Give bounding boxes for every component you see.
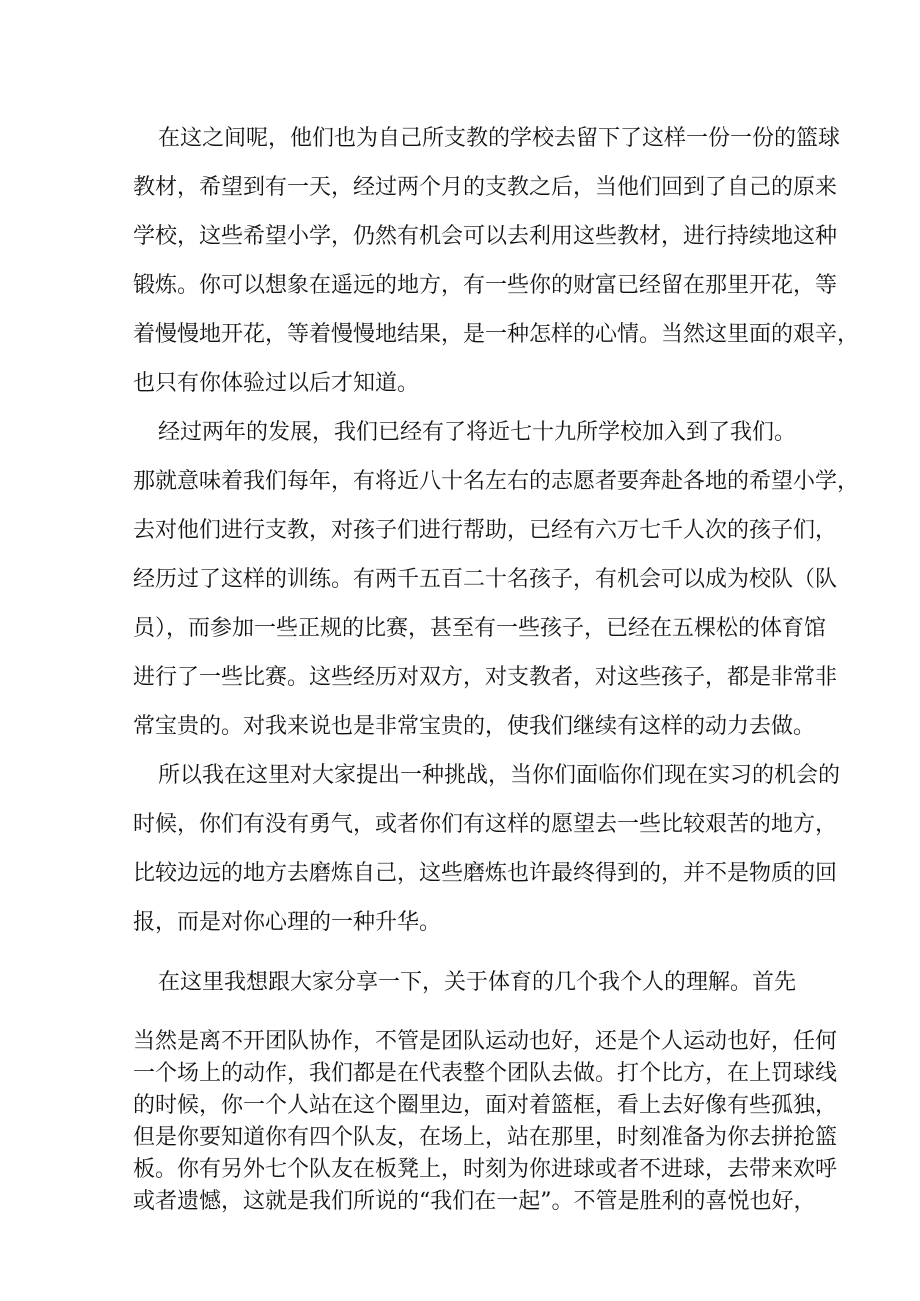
- text-line: 在这之间呢，他们也为自己所支教的学校去留下了这样一份一份的篮球: [158, 126, 841, 151]
- text-line: 经过两年的发展，我们已经有了将近七十九所学校加入到了我们。: [158, 420, 797, 445]
- text-line: 时候，你们有没有勇气，或者你们有这样的愿望去一些比较艰苦的地方，: [133, 812, 838, 837]
- text-line: 经历过了这样的训练。有两千五百二十名孩子，有机会可以成为校队（队: [133, 567, 838, 592]
- text-line: 比较边远的地方去磨炼自己，这些磨炼也许最终得到的，并不是物质的回: [133, 861, 838, 886]
- text-line: 当然是离不开团队协作，不管是团队运动也好，还是个人运动也好，任何: [133, 1029, 838, 1054]
- text-line: 的时候，你一个人站在这个圈里边，面对着篮框，看上去好像有些孤独，: [133, 1093, 838, 1118]
- text-line: 所以我在这里对大家提出一种挑战，当你们面临你们现在实习的机会的: [158, 763, 841, 788]
- text-line: 员），而参加一些正规的比赛，甚至有一些孩子，已经在五棵松的体育馆: [133, 616, 827, 641]
- text-line: 也只有你体验过以后才知道。: [133, 371, 420, 396]
- text-line: 进行了一些比赛。这些经历对双方，对支教者，对这些孩子，都是非常非: [133, 665, 838, 690]
- text-line: 去对他们进行支教，对孩子们进行帮助，已经有六万七千人次的孩子们，: [133, 518, 838, 543]
- text-line: 板。你有另外七个队友在板凳上，时刻为你进球或者不进球，去带来欢呼: [133, 1157, 838, 1182]
- text-line: 报，而是对你心理的一种升华。: [133, 910, 442, 935]
- text-line: 学校，这些希望小学，仍然有机会可以去利用这些教材，进行持续地这种: [133, 224, 838, 249]
- text-line: 一个场上的动作，我们都是在代表整个团队去做。打个比方，在上罚球线: [133, 1061, 838, 1086]
- text-line: 在这里我想跟大家分享一下，关于体育的几个我个人的理解。首先: [158, 970, 797, 995]
- text-line: 或者遗憾，这就是我们所说的“我们在一起”。不管是胜利的喜悦也好，: [133, 1189, 816, 1214]
- text-line: 锻炼。你可以想象在遥远的地方，有一些你的财富已经留在那里开花，等: [133, 273, 838, 298]
- text-line: 教材，希望到有一天，经过两个月的支教之后，当他们回到了自己的原来: [133, 175, 838, 200]
- text-line: 常宝贵的。对我来说也是非常宝贵的，使我们继续有这样的动力去做。: [133, 714, 816, 739]
- text-line: 着慢慢地开花，等着慢慢地结果，是一种怎样的心情。当然这里面的艰辛，: [133, 322, 860, 347]
- text-line: 那就意味着我们每年，有将近八十名左右的志愿者要奔赴各地的希望小学，: [133, 469, 860, 494]
- text-line: 但是你要知道你有四个队友，在场上，站在那里，时刻准备为你去拼抢篮: [133, 1125, 838, 1150]
